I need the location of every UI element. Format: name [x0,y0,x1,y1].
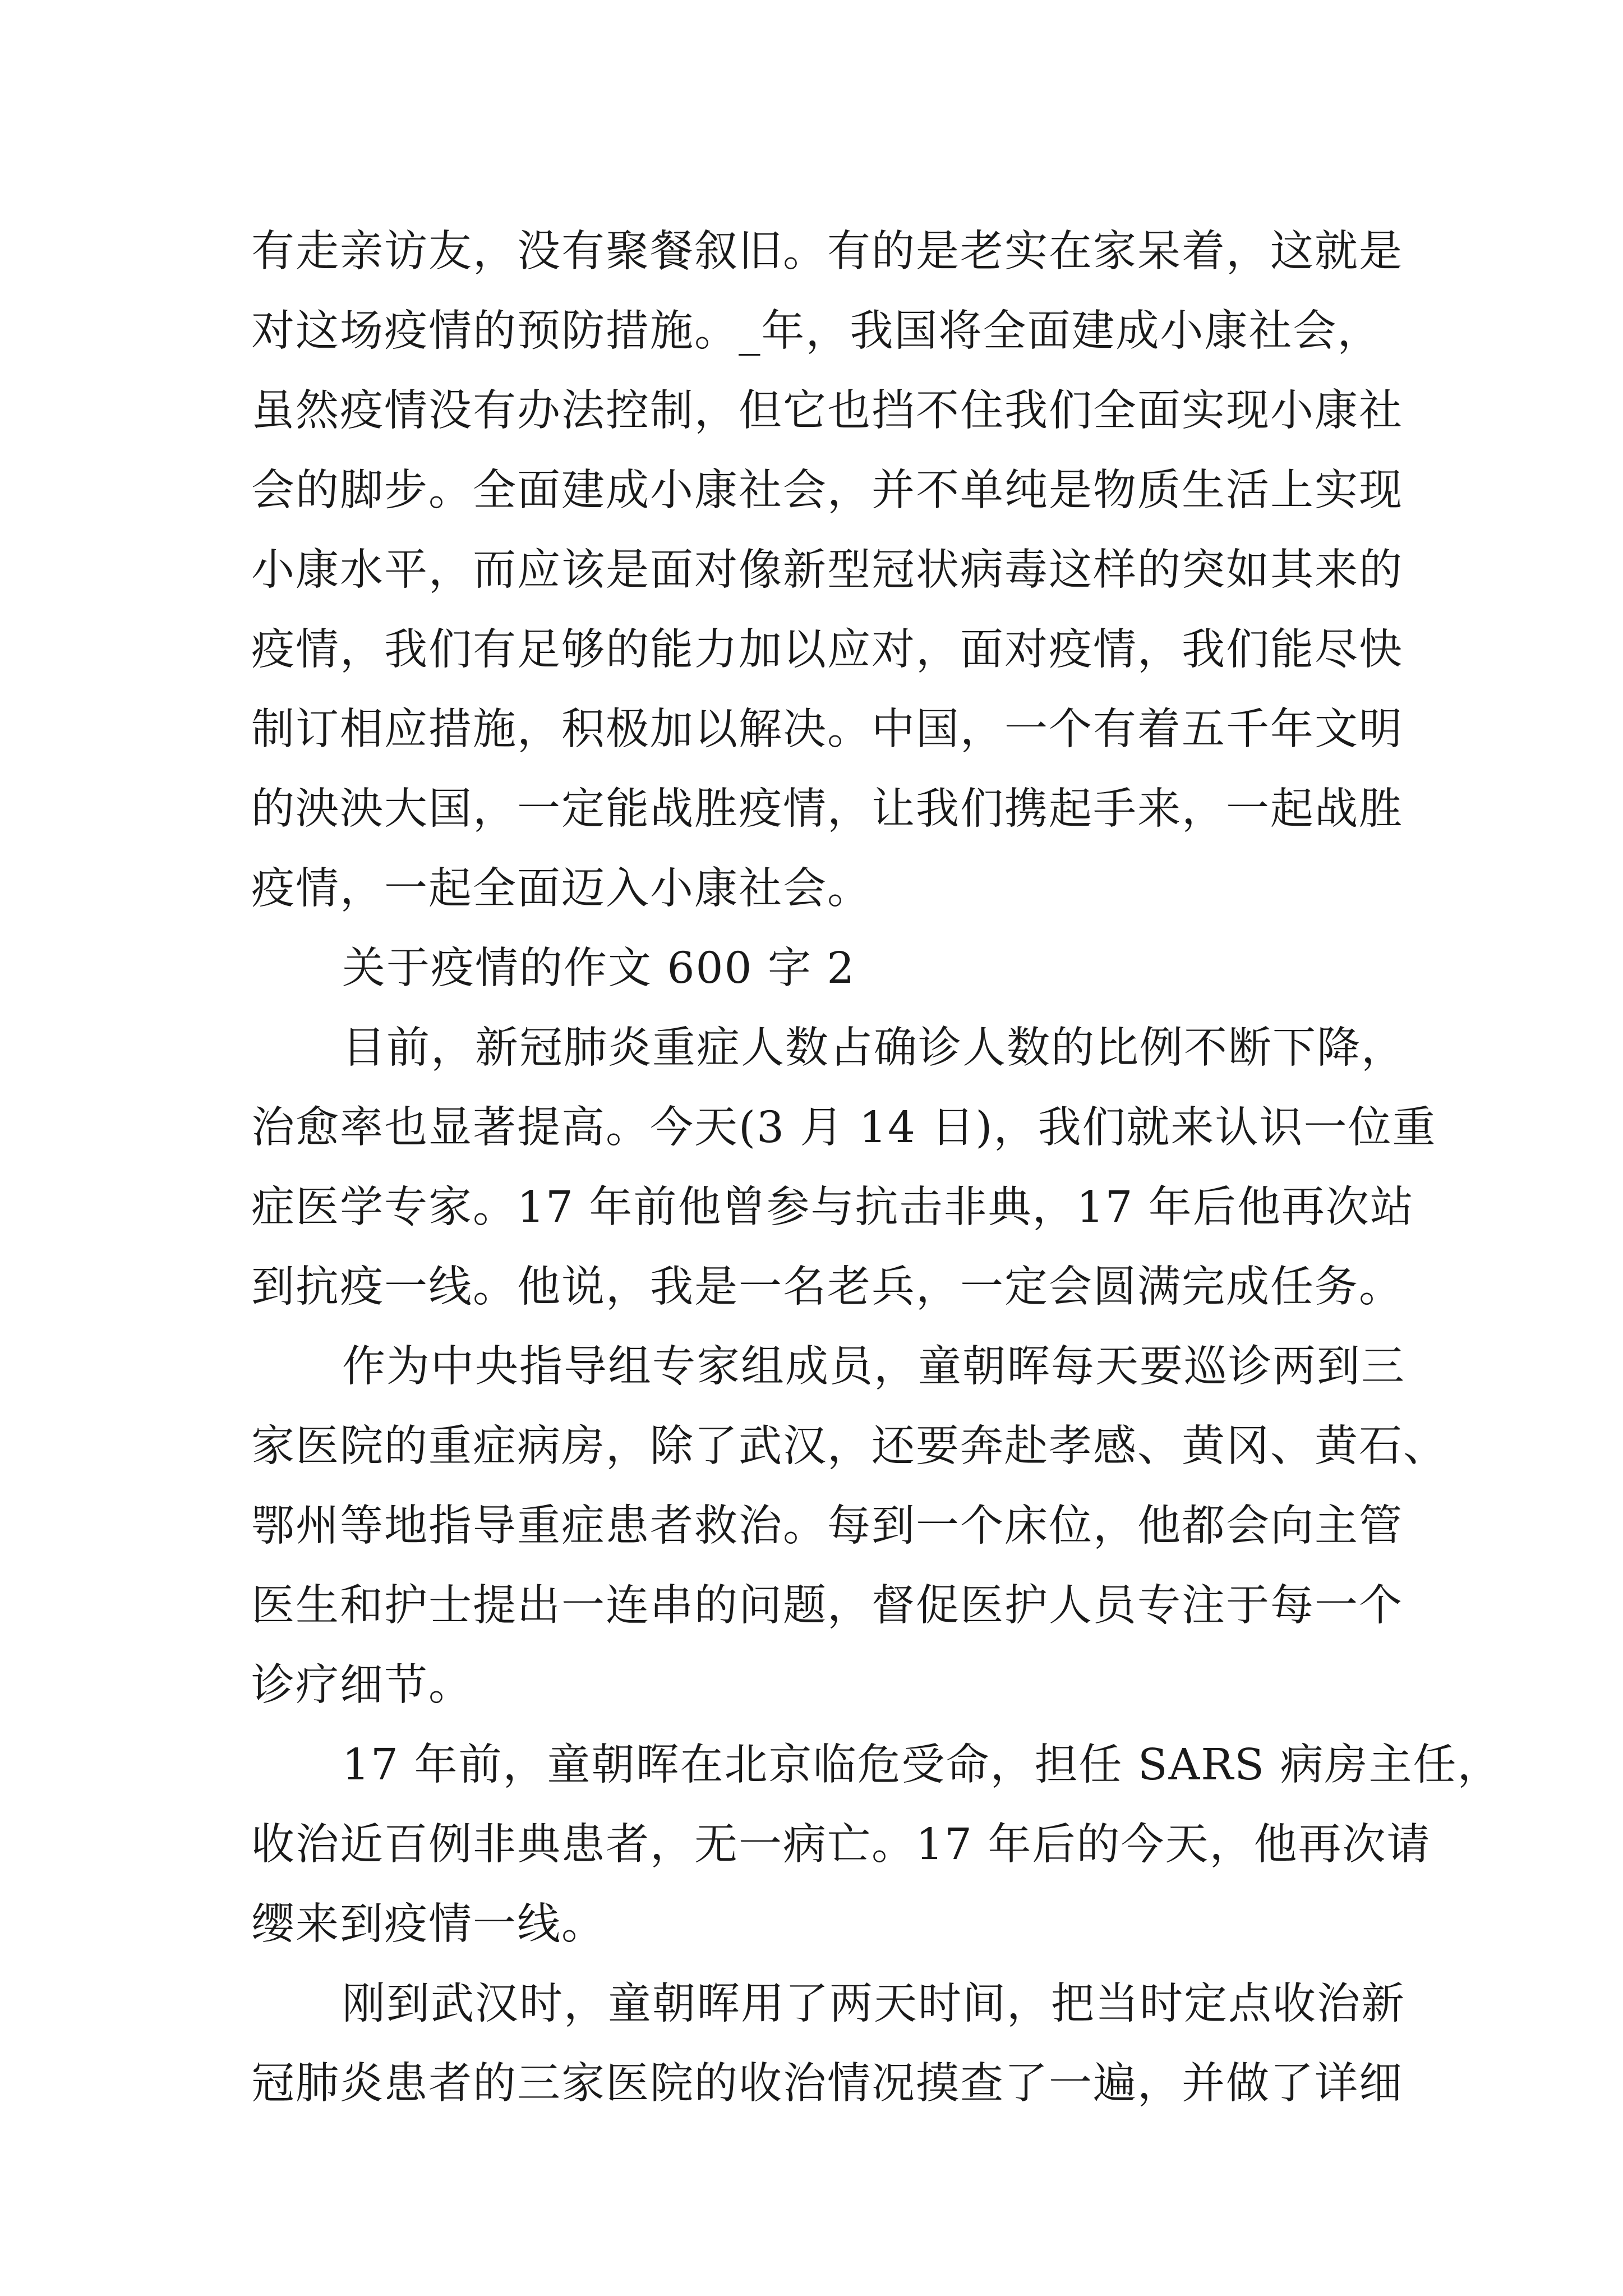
paragraph-1 [251,212,1403,929]
text-line: 症医学专家。17 年前他曾参与抗击非典，17 年后他再次站 [251,1182,1414,1232]
text-line: 17 年前，童朝晖在北京临危受命，担任 SARS 病房主任， [342,1740,1502,1790]
text-line: 的泱泱大国，一定能战胜疫情，让我们携起手来，一起战胜 [251,784,1403,834]
text-line: 缨来到疫情一线。 [251,1899,606,1949]
text-line: 鄂州等地指导重症患者救治。每到一个床位，他都会向主管 [251,1501,1403,1551]
document-body [251,212,1502,2124]
text-line: 目前，新冠肺炎重症人数占确诊人数的比例不断下降， [342,1023,1405,1073]
paragraph-4 [251,1726,1502,1964]
text-line: 小康水平，而应该是面对像新型冠状病毒这样的突如其来的 [251,545,1403,595]
text-line: 制订相应措施，积极加以解决。中国，一个有着五千年文明 [251,705,1403,754]
text-line: 疫情，一起全面迈入小康社会。 [251,864,872,914]
paragraph-2 [251,1009,1437,1327]
text-line: 收治近百例非典患者，无一病亡。17 年后的今天，他再次请 [251,1820,1431,1870]
text-line: 冠肺炎患者的三家医院的收治情况摸查了一遍，并做了详细 [251,2059,1403,2109]
paragraph-5 [251,1964,1405,2124]
section-heading: 关于疫情的作文 600 字 2 [342,944,856,993]
text-line: 家医院的重症病房，除了武汉，还要奔赴孝感、黄冈、黄石、 [251,1421,1447,1471]
text-line: 有走亲访友，没有聚餐叙旧。有的是老实在家呆着，这就是 [251,227,1403,277]
paragraph-3 [251,1327,1447,1726]
text-line: 作为中央指导组专家组成员，童朝晖每天要巡诊两到三 [342,1342,1405,1392]
text-line: 医生和护士提出一连串的问题，督促医护人员专注于每一个 [251,1581,1403,1631]
text-line: 疫情，我们有足够的能力加以应对，面对疫情，我们能尽快 [251,625,1403,675]
text-line: 到抗疫一线。他说，我是一名老兵，一定会圆满完成任务。 [251,1262,1403,1312]
text-line: 虽然疫情没有办法控制，但它也挡不住我们全面实现小康社 [251,386,1403,436]
text-line: 刚到武汉时，童朝晖用了两天时间，把当时定点收治新 [342,1979,1405,2029]
text-line: 对这场疫情的预防措施。_年，我国将全面建成小康社会， [251,306,1382,356]
text-line: 治愈率也显著提高。今天(3 月 14 日)，我们就来认识一位重 [251,1103,1437,1153]
text-line: 会的脚步。全面建成小康社会，并不单纯是物质生活上实现 [251,466,1403,516]
text-line: 诊疗细节。 [251,1660,473,1710]
